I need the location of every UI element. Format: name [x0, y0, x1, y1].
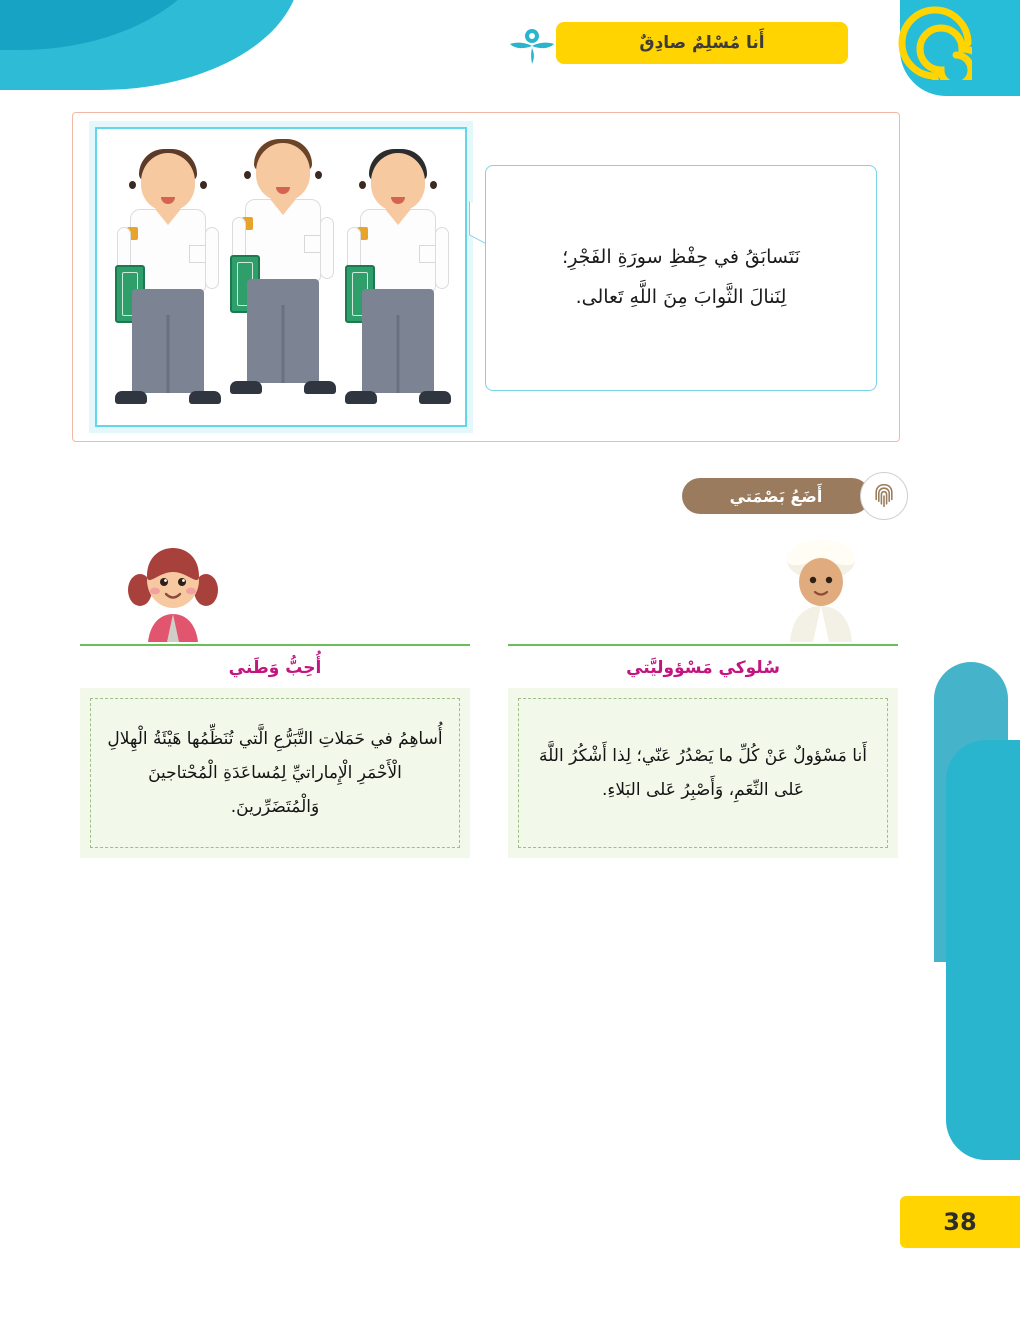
boy-illustration-2	[228, 143, 338, 415]
section-title-homeland: أُحِبُّ وَطَني	[228, 658, 322, 678]
girl-avatar-icon	[118, 534, 228, 642]
page-title-text: أَنا مُسْلِمٌ صادِقٌ	[639, 33, 765, 53]
fingerprint-label-text: أَضَعُ بَصْمَتي	[729, 486, 823, 506]
page-number	[900, 1196, 1020, 1248]
boy-illustration-1	[113, 153, 223, 415]
section-title-responsibility: سُلوكي مَسْؤوليَّتي	[626, 658, 780, 678]
fingerprint-section-header	[640, 472, 908, 520]
boy-illustration-3	[343, 153, 453, 415]
section-box-responsibility	[508, 688, 898, 858]
boy-avatar-icon	[766, 534, 876, 642]
spiral-icon	[898, 6, 972, 80]
section-responsibility	[508, 534, 898, 858]
avatar-wrap-homeland	[80, 534, 470, 644]
speech-bubble	[485, 165, 877, 391]
section-homeland	[80, 534, 470, 858]
fingerprint-label	[682, 478, 870, 514]
top-card	[72, 112, 900, 442]
section-box-homeland	[80, 688, 470, 858]
page-title	[556, 22, 848, 64]
section-body-homeland: أُساهِمُ في حَمَلاتِ التَّبَرُّعِ الَّتي تُنَظِّمُها هَيْئَةُ الْهِلالِ الْأَحْمَرِ الْإِماراتيِّ لِمُساعَدَةِ الْمُحْتاجينَ وَالْمُتَضَرِّرينَ.	[90, 698, 460, 848]
bubble-line-1: نَتَسابَقُ في حِفْظِ سورَةِ الفَجْرِ؛	[562, 246, 800, 269]
section-body-responsibility: أَنا مَسْؤولٌ عَنْ كُلِّ ما يَصْدُرُ عَنّي؛ لِذا أَشْكُرُ اللَّهَ عَلى النِّعَمِ، وَأَصْبِرُ عَلى البَلاءِ.	[518, 698, 888, 848]
edge-teal-decoration	[946, 740, 1020, 1160]
fingerprint-icon	[860, 472, 908, 520]
floral-ornament-icon	[508, 20, 556, 66]
page-number-text: 38	[943, 1208, 977, 1236]
bubble-line-2: لِنَنالَ الثَّوابَ مِنَ اللَّهِ تَعالى.	[575, 286, 787, 308]
illustration-frame	[95, 127, 467, 427]
avatar-wrap-responsibility	[508, 534, 898, 644]
